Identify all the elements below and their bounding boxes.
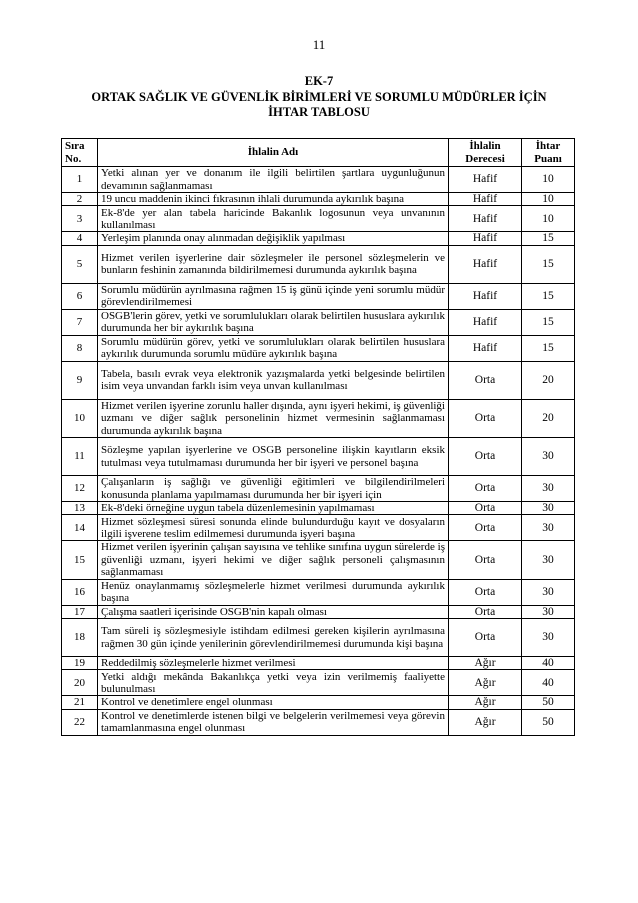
violation-name: Ek-8'de yer alan tabela haricinde Bakanlık logosunun veya unvanının kullanılması	[98, 206, 449, 232]
violation-name: Yetki alınan yer ve donanım ile ilgili belirtilen şartlara uygunluğunun devamının sağlanmaması	[98, 167, 449, 193]
warning-points: 40	[522, 670, 575, 696]
warning-points: 30	[522, 605, 575, 618]
warning-table	[61, 138, 575, 736]
warning-points: 10	[522, 206, 575, 232]
row-number: 11	[62, 438, 98, 476]
warning-points: 20	[522, 361, 575, 399]
header-degree-line2: Derecesi	[465, 152, 505, 165]
table-row	[62, 657, 575, 670]
violation-degree: Hafif	[449, 193, 522, 206]
table-row	[62, 361, 575, 399]
violation-name: Sorumlu müdürün ayrılmasına rağmen 15 iş günü içinde yeni sorumlu müdür görevlendirilmemesi	[98, 283, 449, 309]
header-violation-name: İhlalin Adı	[98, 139, 449, 167]
warning-points: 10	[522, 167, 575, 193]
violation-degree: Hafif	[449, 206, 522, 232]
table-row	[62, 309, 575, 335]
violation-degree: Orta	[449, 605, 522, 618]
warning-points: 30	[522, 515, 575, 541]
warning-points: 15	[522, 232, 575, 245]
header-degree-line1: İhlalin	[469, 140, 501, 153]
table-row	[62, 245, 575, 283]
warning-points: 15	[522, 335, 575, 361]
row-number: 6	[62, 283, 98, 309]
row-number: 2	[62, 193, 98, 206]
table-body	[62, 167, 575, 736]
table-header-row	[62, 139, 575, 167]
violation-name: Hizmet sözleşmesi süresi sonunda elinde bulundurduğu kayıt ve dosyaların ilgili işverene teslim edilmemesi durumunda işyeri başına	[98, 515, 449, 541]
row-number: 9	[62, 361, 98, 399]
violation-name: Hizmet verilen işyerlerine dair sözleşmeler ile personel sözleşmelerin ve bunların feshinin zamanında bildirilmemesi durumunda aykırılık başına	[98, 245, 449, 283]
row-number: 16	[62, 579, 98, 605]
violation-name: Tabela, basılı evrak veya elektronik yazışmalarda yetki belgesinde belirtilen isim veya unvandan farklı isim veya unvan kullanılması	[98, 361, 449, 399]
header-points-line2: Puanı	[534, 152, 562, 165]
table-row	[62, 502, 575, 515]
violation-degree: Orta	[449, 476, 522, 502]
header-points	[522, 139, 575, 167]
table-row	[62, 476, 575, 502]
table-row	[62, 579, 575, 605]
violation-degree: Hafif	[449, 309, 522, 335]
table-row	[62, 167, 575, 193]
violation-degree: Hafif	[449, 232, 522, 245]
violation-name: Yetki aldığı mekânda Bakanlıkça yetki veya izin verilmemiş faaliyette bulunulması	[98, 670, 449, 696]
violation-degree: Orta	[449, 619, 522, 657]
warning-points: 30	[522, 476, 575, 502]
violation-name: Yerleşim planında onay alınmadan değişiklik yapılması	[98, 232, 449, 245]
annex-code: EK-7	[304, 74, 334, 88]
violation-name: Tam süreli iş sözleşmesiyle istihdam edilmesi gereken kişilerin ayrılmasına rağmen 30 gün içinde yenilerinin görevlendirilmemesi durumunda kişi başına	[98, 619, 449, 657]
row-number: 8	[62, 335, 98, 361]
table-row	[62, 605, 575, 618]
violation-degree: Ağır	[449, 670, 522, 696]
warning-points: 10	[522, 193, 575, 206]
violation-degree: Ağır	[449, 696, 522, 709]
row-number: 19	[62, 657, 98, 670]
violation-name: Sözleşme yapılan işyerlerine ve OSGB personeline ilişkin kayıtların eksik tutulması veya tutulmaması durumunda her bir işyeri ve personel başına	[98, 438, 449, 476]
table-row	[62, 709, 575, 735]
warning-points: 30	[522, 619, 575, 657]
row-number: 4	[62, 232, 98, 245]
warning-points: 30	[522, 502, 575, 515]
violation-name: OSGB'lerin görev, yetki ve sorumlulukları olarak belirtilen hususlara aykırılık durumunda her bir aykırılık başına	[98, 309, 449, 335]
violation-name: Çalışanların iş sağlığı ve güvenliği eğitimleri ve bilgilendirilmeleri konusunda planlama yapılmaması durumunda her bir işyeri için	[98, 476, 449, 502]
row-number: 12	[62, 476, 98, 502]
table-row	[62, 335, 575, 361]
table-row	[62, 193, 575, 206]
table-row	[62, 438, 575, 476]
warning-points: 30	[522, 438, 575, 476]
table-row	[62, 619, 575, 657]
warning-points: 50	[522, 696, 575, 709]
row-number: 13	[62, 502, 98, 515]
heading-title-line1: ORTAK SAĞLIK VE GÜVENLİK BİRİMLERİ VE SORUMLU MÜDÜRLER İÇİN	[91, 89, 547, 104]
row-number: 14	[62, 515, 98, 541]
heading-title-line2: İHTAR TABLOSU	[268, 105, 370, 119]
violation-name: Çalışma saatleri içerisinde OSGB'nin kapalı olması	[98, 605, 449, 618]
header-no-line1: Sıra	[65, 140, 85, 153]
violation-name: Ek-8'deki örneğine uygun tabela düzenlemesinin yapılmaması	[98, 502, 449, 515]
header-points-line1: İhtar	[535, 140, 561, 153]
row-number: 10	[62, 399, 98, 437]
row-number: 5	[62, 245, 98, 283]
row-number: 22	[62, 709, 98, 735]
warning-points: 40	[522, 657, 575, 670]
violation-name: 19 uncu maddenin ikinci fıkrasının ihlali durumunda aykırılık başına	[98, 193, 449, 206]
table-row	[62, 206, 575, 232]
warning-points: 15	[522, 309, 575, 335]
violation-degree: Orta	[449, 515, 522, 541]
warning-points: 30	[522, 541, 575, 579]
violation-degree: Orta	[449, 541, 522, 579]
document-heading	[0, 74, 638, 121]
table-row	[62, 670, 575, 696]
warning-points: 30	[522, 579, 575, 605]
violation-name: Hizmet verilen işyerine zorunlu haller dışında, aynı işyeri hekimi, iş güvenliği uzmanı ve diğer sağlık personelinin hizmet vermesinin sağlanmaması durumunda aykırılık başına	[98, 399, 449, 437]
warning-points: 15	[522, 245, 575, 283]
violation-degree: Orta	[449, 399, 522, 437]
row-number: 21	[62, 696, 98, 709]
row-number: 20	[62, 670, 98, 696]
violation-name: Henüz onaylanmamış sözleşmelerle hizmet verilmesi durumunda aykırılık başına	[98, 579, 449, 605]
violation-degree: Hafif	[449, 335, 522, 361]
warning-points: 15	[522, 283, 575, 309]
violation-degree: Orta	[449, 438, 522, 476]
page-number: 11	[312, 37, 326, 52]
row-number: 1	[62, 167, 98, 193]
row-number: 7	[62, 309, 98, 335]
table-row	[62, 399, 575, 437]
row-number: 3	[62, 206, 98, 232]
violation-degree: Orta	[449, 579, 522, 605]
violation-name: Hizmet verilen işyerinin çalışan sayısına ve tehlike sınıfına uygun sürelerde iş güvenliği uzmanı, işyeri hekimi ve diğer sağlık personeli çalışmasının sağlanmaması	[98, 541, 449, 579]
violation-degree: Orta	[449, 361, 522, 399]
violation-degree: Hafif	[449, 283, 522, 309]
table-row	[62, 696, 575, 709]
violation-name: Kontrol ve denetimlerde istenen bilgi ve belgelerin verilmemesi veya görevin tamamlanmasına engel olunması	[98, 709, 449, 735]
violation-degree: Hafif	[449, 245, 522, 283]
violation-name: Kontrol ve denetimlere engel olunması	[98, 696, 449, 709]
violation-degree: Orta	[449, 502, 522, 515]
violation-name: Sorumlu müdürün görev, yetki ve sorumlulukları olarak belirtilen hususlara aykırılık durumunda sorumlu müdüre aykırılık başına	[98, 335, 449, 361]
table-row	[62, 515, 575, 541]
table-row	[62, 283, 575, 309]
table-row	[62, 541, 575, 579]
header-no-line2: No.	[65, 152, 82, 165]
header-no	[62, 139, 98, 167]
warning-points: 20	[522, 399, 575, 437]
table-row	[62, 232, 575, 245]
warning-points: 50	[522, 709, 575, 735]
violation-degree: Hafif	[449, 167, 522, 193]
row-number: 17	[62, 605, 98, 618]
header-degree	[449, 139, 522, 167]
violation-degree: Ağır	[449, 657, 522, 670]
row-number: 15	[62, 541, 98, 579]
violation-name: Reddedilmiş sözleşmelerle hizmet verilmesi	[98, 657, 449, 670]
violation-degree: Ağır	[449, 709, 522, 735]
row-number: 18	[62, 619, 98, 657]
